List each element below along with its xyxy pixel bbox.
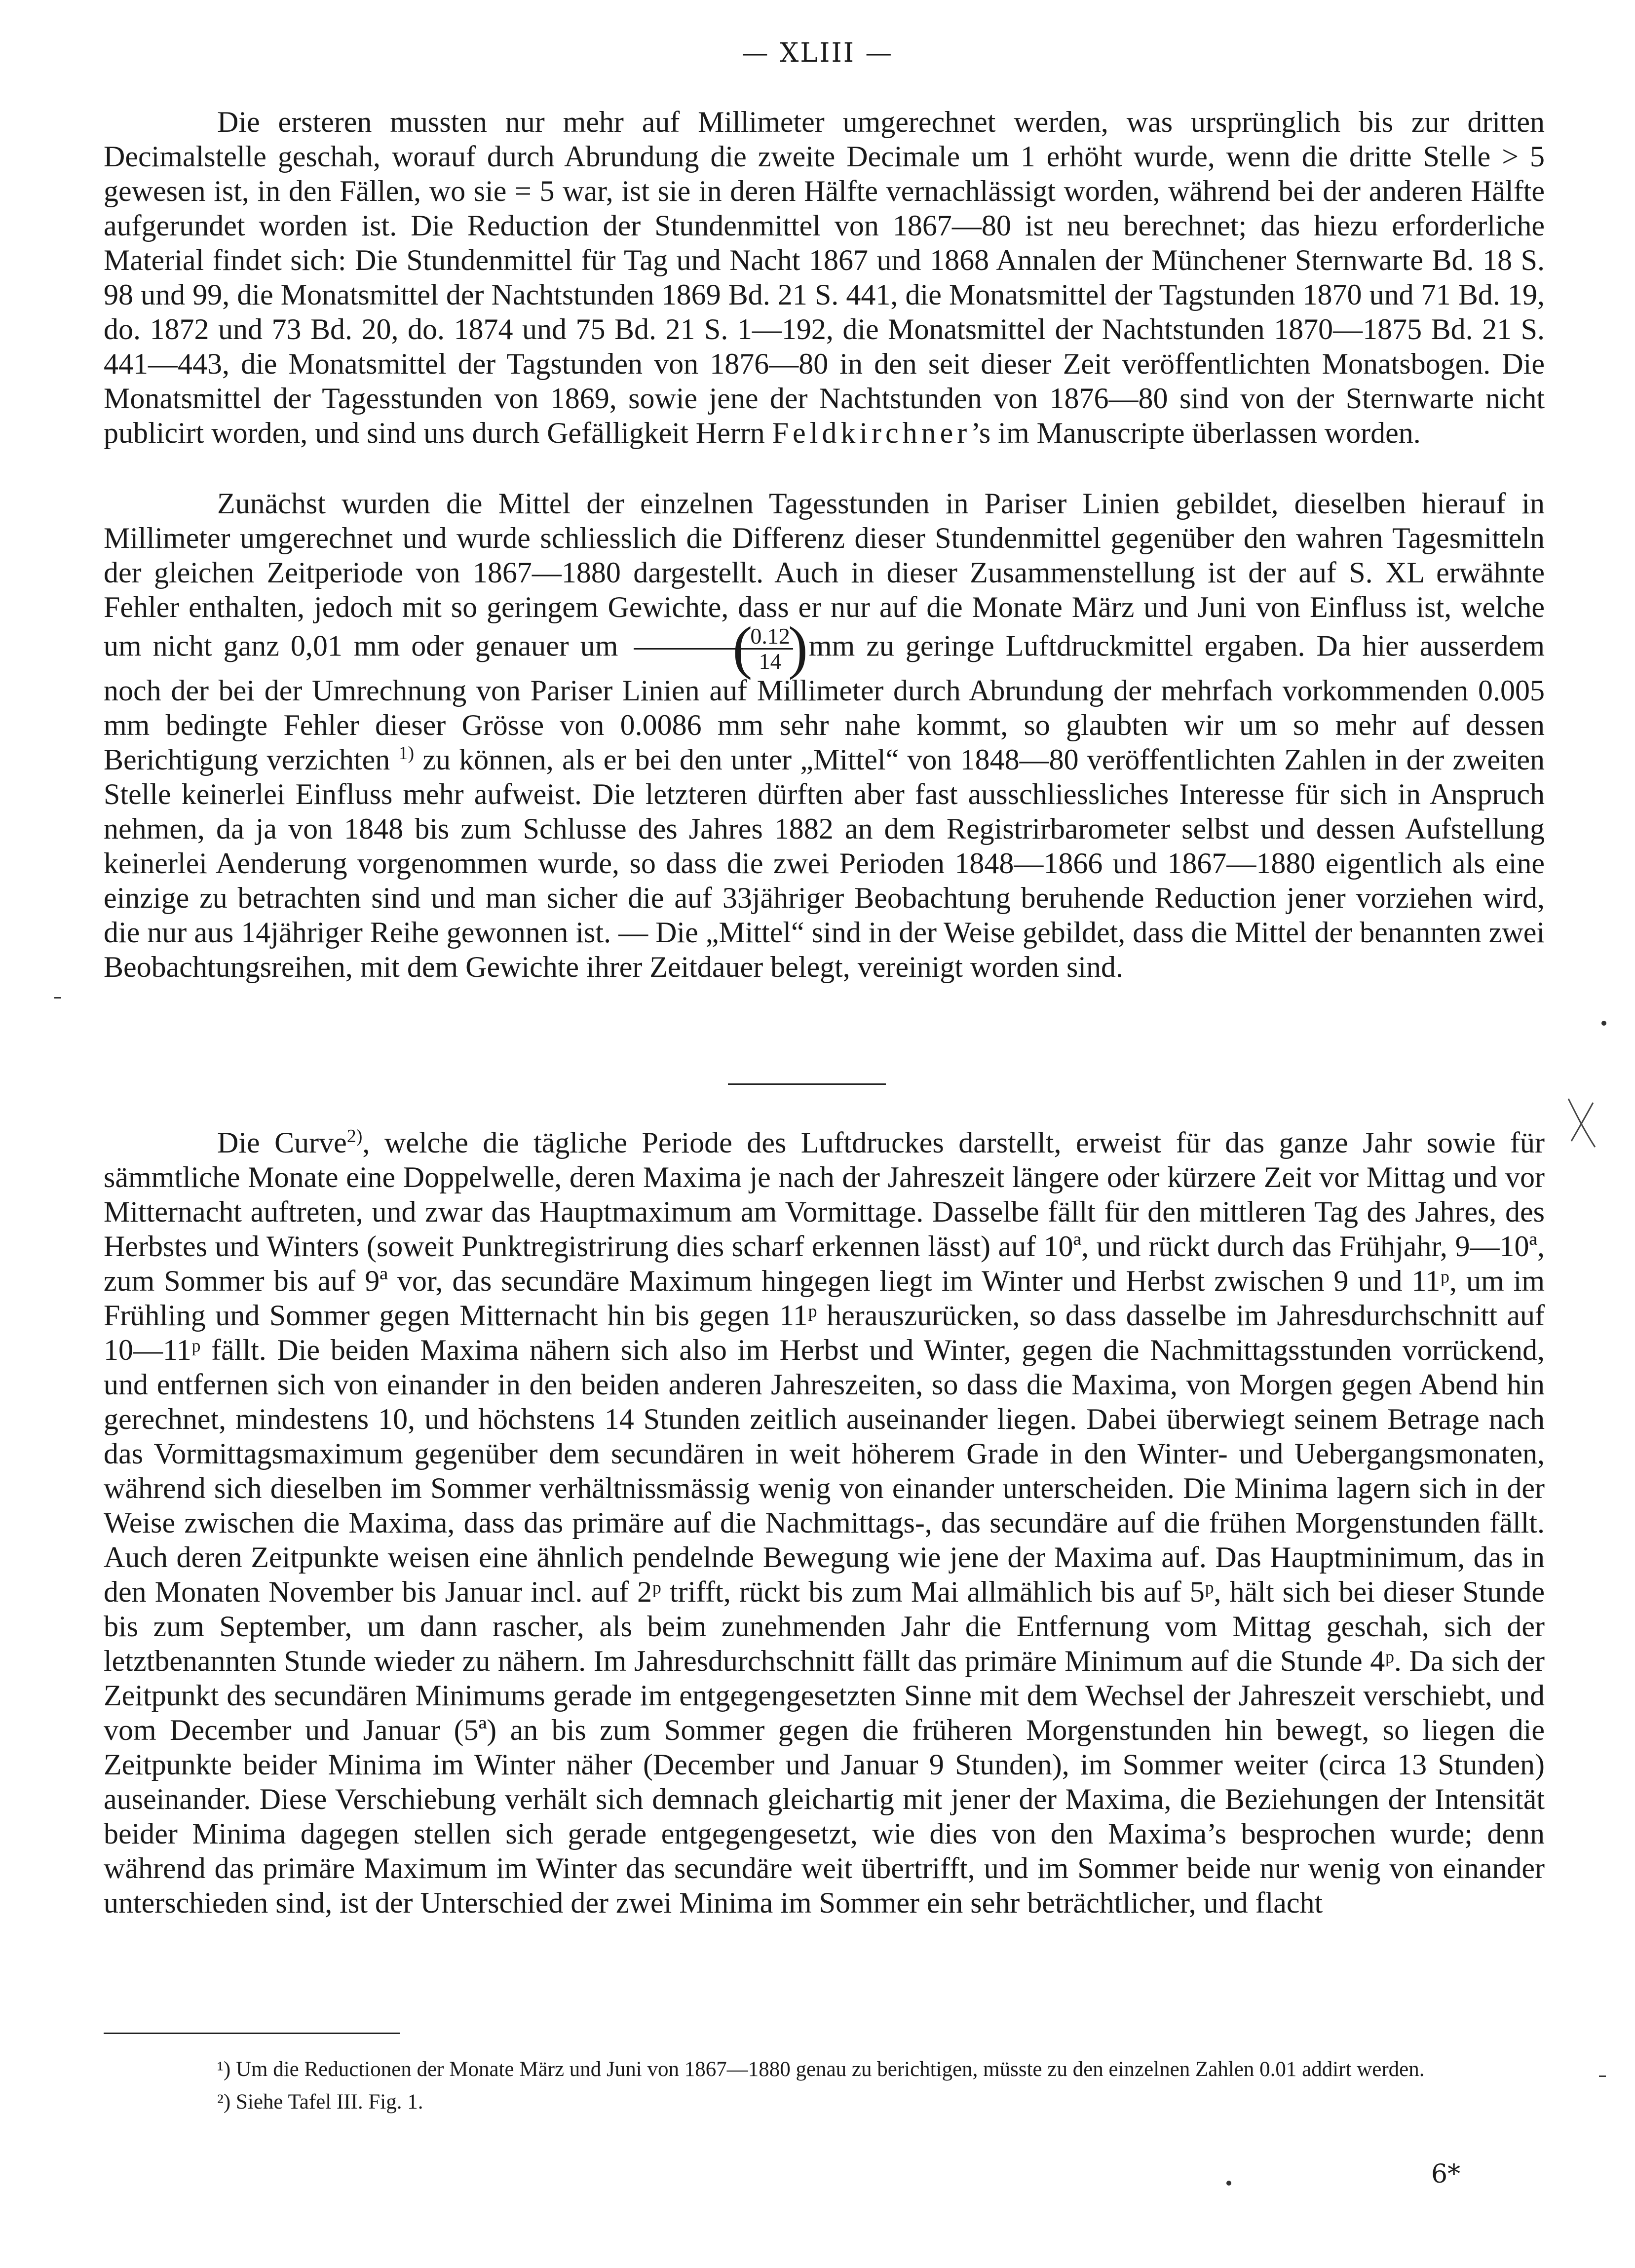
signature-mark: 6* [1431, 2159, 1461, 2189]
margin-dash [54, 997, 61, 999]
fraction-numerator: 0.12 [634, 624, 793, 650]
section-divider [728, 1083, 886, 1085]
speck-dot [1226, 2181, 1231, 2186]
paren-left: ( [732, 615, 753, 680]
paragraph-1 [104, 105, 1545, 450]
margin-dash [1599, 2076, 1606, 2077]
footnote-ref-1[interactable]: 1) [398, 743, 415, 764]
footnote-1: ¹) Um die Reductionen der Monate März und Juni von 1867—1880 genau zu berichtigen, müsste zu den einzelnen Zahlen 0.01 addirt werden. [217, 2058, 1425, 2081]
paragraph-2-text-c: zu können, als er bei den unter „Mittel“ von 1848—80 veröffentlichten Zahlen in der zweiten Stelle keinerlei Einfluss mehr aufweist. Die letzteren dürften aber fast ausschliessliches Interesse für sich in Anspruch nehmen, da ja von 1848 bis zum Schlusse des Jahres 1882 an dem Registrirbarometer selbst und dessen Aufstellung keinerlei Aenderung vorgenommen wurde, so dass die zwei Perioden 1848—1866 und 1867—1880 eigentlich als eine einzige zu betrachten sind und man sicher die auf 33jähriger Beobachtung beruhende Reduction jener vorziehen wird, die nur aus 14jähriger Reihe gewonnen ist. — Die „Mittel“ sind in der Weise gebildet, dass die Mittel der benannten zwei Beobachtungsreihen, mit dem Gewichte ihrer Zeitdauer belegt, vereinigt worden sind. [104, 743, 1545, 983]
paragraph-1-text: Die ersteren mussten nur mehr auf Millimeter umgerechnet werden, was ursprünglich bis zur dritten Decimalstelle geschah, worauf durch Abrundung die zweite Decimale um 1 erhöht wurde, wenn die dritte Stelle > 5 gewesen ist, in den Fällen, wo sie = 5 war, ist sie in deren Hälfte vernachlässigt worden, während bei der anderen Hälfte aufgerundet worden ist. Die Reduction der Stundenmittel von 1867—80 ist neu berechnet; das hiezu erforderliche Material findet sich: Die Stundenmittel für Tag und Nacht 1867 und 1868 Annalen der Münchener Sternwarte Bd. 18 S. 98 und 99, die Monatsmittel der Nachtstunden 1869 Bd. 21 S. 441, die Monatsmittel der Tagstunden 1870 und 71 Bd. 19, do. 1872 und 73 Bd. 20, do. 1874 und 75 Bd. 21 S. 1—192, die Monatsmittel der Nachtstunden 1870—1875 Bd. 21 S. 441—443, die Monatsmittel der Tagstunden von 1876—80 in den seit dieser Zeit veröffentlichten Monatsbogen. Die Monatsmittel der Tagesstunden von 1869, sowie jene der Nachtstunden von 1876—80 sind von der Sternwarte nicht publicirt worden, und sind uns durch Gefälligkeit Herrn [104, 106, 1545, 449]
page-header: — XLIII — [741, 37, 894, 68]
paragraph-3-text-b: , welche die tägliche Periode des Luftdruckes darstellt, erweist für das ganze Jahr sowie für sämmtliche Monate eine Doppelwelle, deren Maxima je nach der Jahreszeit längere oder kürzere Zeit vor Mittag und vor Mitternacht auftreten, und zwar das Hauptmaximum am Vormittage. Dasselbe fällt für den mittleren Tag des Jahres, des Herbstes und Winters (soweit Punktregistrirung dies scharf erkennen lässt) auf 10ª, und rückt durch das Frühjahr, 9—10ª, zum Sommer bis auf 9ª vor, das secundäre Maximum hingegen liegt im Winter und Herbst zwischen 9 und 11ᵖ, um im Frühling und Sommer gegen Mitternacht hin bis gegen 11ᵖ herauszurücken, so dass dasselbe im Jahresdurchschnitt auf 10—11ᵖ fällt. Die beiden Maxima nähern sich also im Herbst und Winter, gegen die Nachmittagsstunden vorrückend, und entfernen sich von einander in den beiden anderen Jahreszeiten, so dass die Maxima, von Morgen gegen Abend hin gerechnet, mindestens 10, und höchstens 14 Stunden zeitlich auseinander liegen. Dabei überwiegt seinem Betrage nach das Vormittagsmaximum gegenüber dem secundären in weit höherem Grade in den Winter- und Uebergangsmonaten, während sich dieselben im Sommer verhältnissmässig wenig von einander unterscheiden. Die Minima lagern sich in der Weise zwischen die Maxima, dass das primäre auf die Nachmittags-, das secundäre auf die frühen Morgenstunden fällt. Auch deren Zeitpunkte weisen eine ähnlich pendelnde Bewegung wie jene der Maxima auf. Das Hauptminimum, das in den Monaten November bis Januar incl. auf 2ᵖ trifft, rückt bis zum Mai allmählich bis auf 5ᵖ, hält sich bei dieser Stunde bis zum September, um dann rascher, als beim zunehmenden Jahr die Entfernung vom Mittag geschah, sich der letztbenannten Stunde wieder zu nähern. Im Jahresdurchschnitt fällt das primäre Minimum auf die Stunde 4ᵖ. Da sich der Zeitpunkt des secundären Minimums gerade im entgegengesetzten Sinne mit dem Wechsel der Jahreszeit verschiebt, und vom December und Januar (5ª) an bis zum Sommer gegen die früheren Morgenstunden hin bewegt, so liegen die Zeitpunkte beider Minima im Winter näher (December und Januar 9 Stunden), im Sommer weiter (circa 13 Stunden) auseinander. Diese Verschiebung verhält sich demnach gleichartig mit jener der Maxima, die Beziehungen der Intensität beider Minima dagegen stellen sich gerade entgegengesetzt, wie dies von den Maxima’s besprochen wurde; denn während das primäre Maximum im Winter das secundäre weit übertrifft, und im Sommer beide nur wenig von einander unterschieden sind, ist der Unterschied der zwei Minima im Sommer ein sehr beträchtlicher, und flacht [104, 1126, 1545, 1919]
footnote-ref-2[interactable]: 2) [346, 1126, 363, 1147]
author-name: Feldkirchner [772, 417, 971, 449]
footnotes [104, 2056, 1545, 2116]
paragraph-2-text-a: Zunächst wurden die Mittel der einzelnen Tagesstunden in Pariser Linien gebildet, dieselben hierauf in Millimeter umgerechnet und wurde schliesslich die Differenz dieser Stundenmittel gegenüber den wahren Tagesmitteln der gleichen Zeitperiode von 1867—1880 dargestellt. Auch in dieser Zusammenstellung ist der auf S. XL erwähnte Fehler enthalten, jedoch mit so geringem Gewichte, dass er nur auf die Monate März und Juni von Einfluss ist, welche um nicht ganz 0,01 mm oder genauer um [104, 487, 1545, 662]
text-block-top [104, 105, 1545, 450]
paragraph-3-text-a: Die Curve [217, 1126, 347, 1159]
speck-dot [1601, 1021, 1606, 1026]
text-block-middle [104, 486, 1545, 984]
paragraph-3 [104, 1125, 1545, 1920]
pencil-cross-mark-icon [1564, 1096, 1599, 1150]
paragraph-1-end: ’s im Manuscripte überlassen worden. [971, 417, 1421, 449]
footnote-rule [104, 2033, 400, 2034]
fraction-denominator: 14 [759, 649, 782, 674]
paragraph-2 [104, 486, 1545, 984]
paren-right: ) [788, 615, 808, 680]
paragraph-2-text-b: mm zu geringe Luftdruckmittel ergaben. Da hier ausserdem noch der bei der Umrechnung von Pariser Linien auf Millimeter durch Abrundung der mehrfach vorkommenden 0.005 mm bedingte Fehler dieser Grösse von 0.0086 mm sehr nahe kommt, so glaubten wir um so mehr auf dessen Berichtigung verzichten [104, 629, 1545, 776]
text-block-bottom [104, 1125, 1545, 1920]
footnote-2: ²) Siehe Tafel III. Fig. 1. [217, 2090, 423, 2114]
fraction [623, 615, 808, 680]
